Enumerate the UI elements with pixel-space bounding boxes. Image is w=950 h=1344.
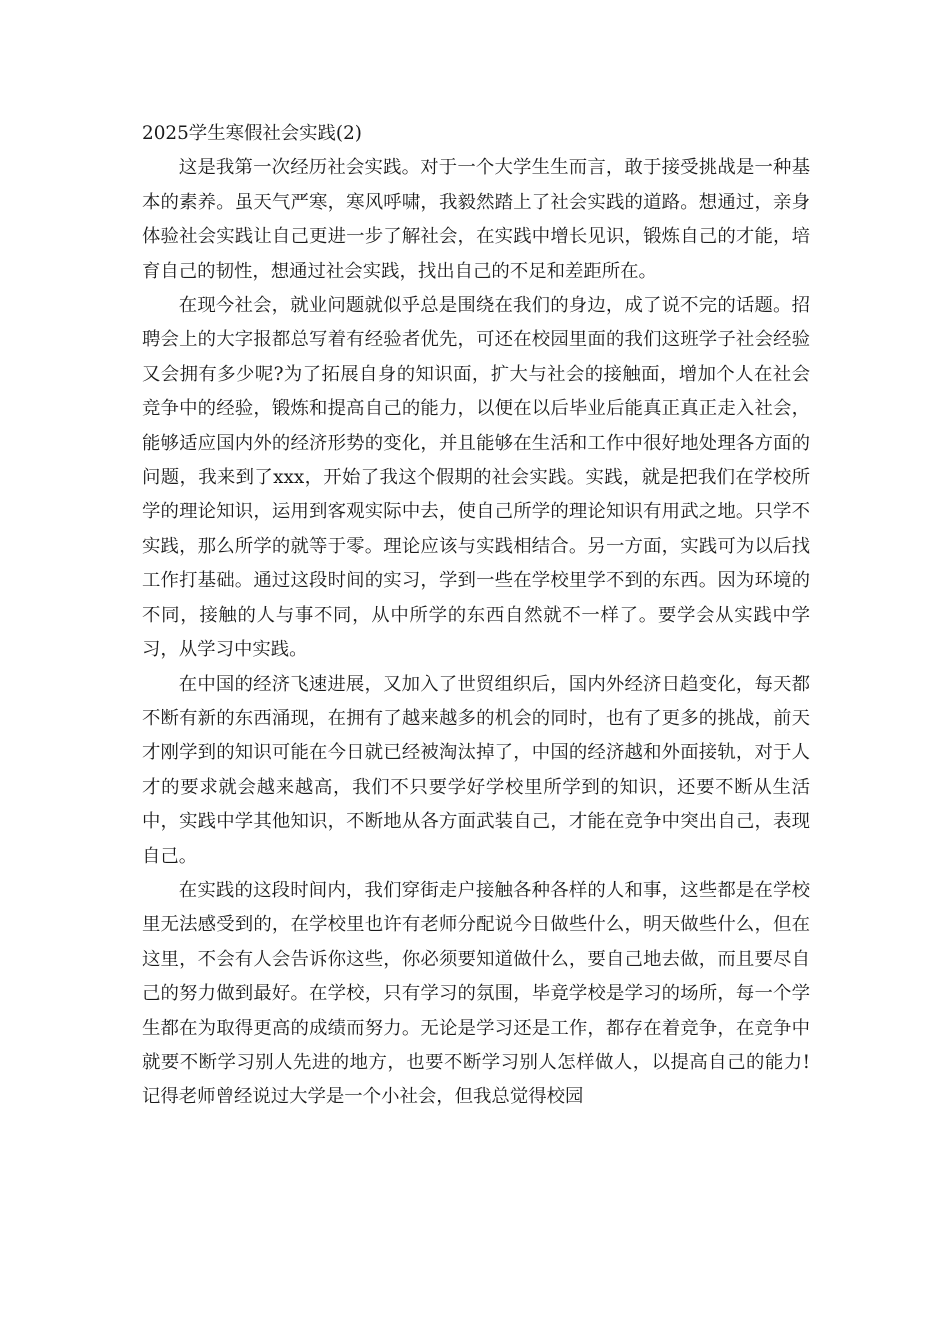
- document-title: 2025学生寒假社会实践(2): [142, 123, 362, 144]
- paragraph-3: 在中国的经济飞速进展，又加入了世贸组织后，国内外经济日趋变化，每天都不断有新的东西涌现，在拥有了越来越多的机会的同时，也有了更多的挑战，前天才刚学到的知识可能在今日就已经被淘汰掉了，中国的经济越和外面接轨，对于人才的要求就会越来越高，我们不只要学好学校里所学到的知识，还要不断从生活中，实践中学其他知识，不断地从各方面武装自己，才能在竞争中突出自己，表现自己。: [142, 673, 810, 867]
- document-body: [142, 117, 810, 1115]
- paragraph-4: 在实践的这段时间内，我们穿街走户接触各种各样的人和事，这些都是在学校里无法感受到的，在学校里也许有老师分配说今日做些什么，明天做些什么，但在这里，不会有人会告诉你这些，你必须要知道做什么，要自己地去做，而且要尽自己的努力做到最好。在学校，只有学习的氛围，毕竟学校是学习的场所，每一个学生都在为取得更高的成绩而努力。无论是学习还是工作，都存在着竞争，在竞争中就要不断学习别人先进的地方，也要不断学习别人怎样做人，以提高自己的能力!记得老师曾经说过大学是一个小社会，但我总觉得校园: [142, 879, 810, 1108]
- paragraph-1: 这是我第一次经历社会实践。对于一个大学生生而言，敢于接受挑战是一种基本的素养。虽天气严寒，寒风呼啸，我毅然踏上了社会实践的道路。想通过，亲身体验社会实践让自己更进一步了解社会，在实践中增长见识，锻炼自己的才能，培育自己的韧性，想通过社会实践，找出自己的不足和差距所在。: [142, 157, 810, 282]
- paragraph-2: 在现今社会，就业问题就似乎总是围绕在我们的身边，成了说不完的话题。招聘会上的大字报都总写着有经验者优先，可还在校园里面的我们这班学子社会经验又会拥有多少呢?为了拓展自身的知识面，扩大与社会的接触面，增加个人在社会竞争中的经验，锻炼和提高自己的能力，以便在以后毕业后能真正真正走入社会，能够适应国内外的经济形势的变化，并且能够在生活和工作中很好地处理各方面的问题，我来到了xxx，开始了我这个假期的社会实践。实践，就是把我们在学校所学的理论知识，运用到客观实际中去，使自己所学的理论知识有用武之地。只学不实践，那么所学的就等于零。理论应该与实践相结合。另一方面，实践可为以后找工作打基础。通过这段时间的实习，学到一些在学校里学不到的东西。因为环境的不同，接触的人与事不同，从中所学的东西自然就不一样了。要学会从实践中学习，从学习中实践。: [142, 295, 810, 661]
